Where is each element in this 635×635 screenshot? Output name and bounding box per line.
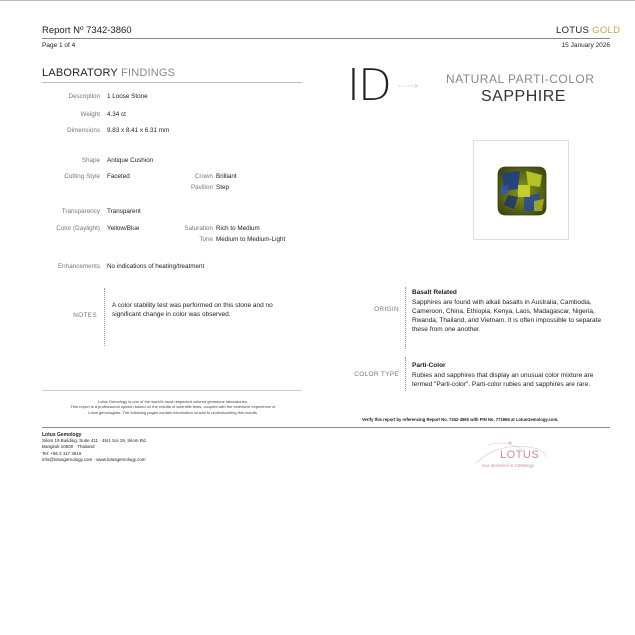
logo-sub: GOLD <box>592 25 621 36</box>
origin-separator <box>405 287 406 349</box>
value-transparency: Transparent <box>107 208 141 215</box>
logo-main: LOTUS <box>556 25 590 36</box>
lotus-gold-logo <box>556 25 620 36</box>
notes-separator <box>104 288 105 346</box>
dotted-arrow-icon <box>399 83 421 89</box>
header-divider <box>42 38 610 39</box>
value-saturation: Rich to Medium <box>216 225 260 232</box>
value-cutting-style: Faceted <box>107 173 130 180</box>
notes-text: A color stability test was performed on this stone and no significant change in color was observed. <box>112 302 273 318</box>
notes-divider <box>42 390 302 391</box>
label-tone: Tone <box>199 236 213 243</box>
value-enhancements: No indications of heating/treatment <box>107 263 205 270</box>
report-date: 15 January 2026 <box>561 42 610 49</box>
label-color: Color (Daylight) <box>56 225 100 232</box>
label-transparency: Transparency <box>61 208 100 215</box>
title-thin: FINDINGS <box>121 67 176 79</box>
top-border <box>0 0 635 1</box>
footer-tagline: new directions in GEMology <box>482 463 534 468</box>
label-crown: Crown <box>194 173 213 180</box>
disclaimer-line-3: Lotus gemologists. The following pages contain information crucial to understanding this results. <box>88 409 258 415</box>
title-bold: LABORATORY <box>42 67 118 79</box>
disclaimer-line-2: This report is a professional opinion based on the results of scientific tests, coupled with the extensive experience of <box>70 404 276 410</box>
value-crown: Brilliant <box>216 173 237 180</box>
origin-title: Basalt Related <box>412 289 457 296</box>
footer-address-1: Silom 19 Building, Suite 411 · 45/1 Soi 19, Silom Rd. <box>42 438 147 444</box>
footer-address <box>42 432 147 463</box>
page-indicator: Page 1 of 4 <box>42 42 76 49</box>
notes-label: NOTES <box>73 312 97 319</box>
footer-tel: Tel: +66 2 117 3616 <box>42 450 82 456</box>
label-weight: Weight <box>80 111 100 118</box>
label-pavilion: Pavilion <box>190 184 213 191</box>
color-type-title: Parti-Color <box>412 362 446 369</box>
label-enhancements: Enhancements <box>57 263 100 270</box>
color-type-label: COLOR TYPE <box>354 371 399 378</box>
report-number: Report Nº 7342-3860 <box>42 25 132 36</box>
disclaimer-line-1: Lotus Gemology is one of the world's most respected colored gemstone laboratories. <box>98 399 248 404</box>
value-dimensions: 9.83 x 8.41 x 6.31 mm <box>107 127 170 134</box>
color-type-text: Rubies and sapphires that display an unusual color mixture are termed "Parti-color". Parti-color rubies and sapphires are rare. <box>412 372 594 388</box>
footer-web: info@lotusgemology.com · www.lotusgemology.com <box>42 456 146 462</box>
identity-line-1: NATURAL PARTI-COLOR <box>446 72 595 86</box>
stone-photo <box>473 140 569 240</box>
disclaimer <box>42 399 304 415</box>
label-saturation: Saturation <box>184 225 213 232</box>
section-title-lab-findings <box>42 67 175 79</box>
origin-text: Sapphires are found with alkali basalts in Australia, Cambodia, Cameroon, China, Ethiopia, Kenya, Laos, Madagascar, Nigeria, Rwanda, Thailand, and Vietnam. It is often impossible to separate these from one another. <box>412 299 602 333</box>
footer-address-2: Bangkok 10500 · Thailand <box>42 444 95 450</box>
value-weight: 4.34 ct <box>107 111 126 118</box>
label-cutting-style: Cutting Style <box>64 173 100 180</box>
label-shape: Shape <box>81 157 100 164</box>
footer-lotus-logo: LOTUS <box>500 449 540 461</box>
label-description: Description <box>68 93 100 100</box>
color-type-separator <box>405 357 406 391</box>
value-shape: Antique Cushion <box>107 157 154 164</box>
gemstone-image <box>474 141 570 241</box>
origin-label: ORIGIN <box>374 306 399 313</box>
footer-divider <box>42 427 610 428</box>
identity-line-2: SAPPHIRE <box>481 88 566 105</box>
value-color: Yellow/Blue <box>107 225 140 232</box>
label-dimensions: Dimensions <box>67 127 100 134</box>
value-description: 1 Loose Stone <box>107 93 148 100</box>
value-tone: Medium to Medium-Light <box>216 236 286 243</box>
verify-text: Verify this report by referencing Report No. 7342-3860 with PIN No. 771865 at LotusGemology.com. <box>362 417 559 422</box>
id-logo: ID <box>347 60 390 111</box>
footer-company: Lotus Gemology <box>42 432 82 438</box>
value-pavilion: Step <box>216 184 229 191</box>
lab-divider <box>42 82 302 83</box>
